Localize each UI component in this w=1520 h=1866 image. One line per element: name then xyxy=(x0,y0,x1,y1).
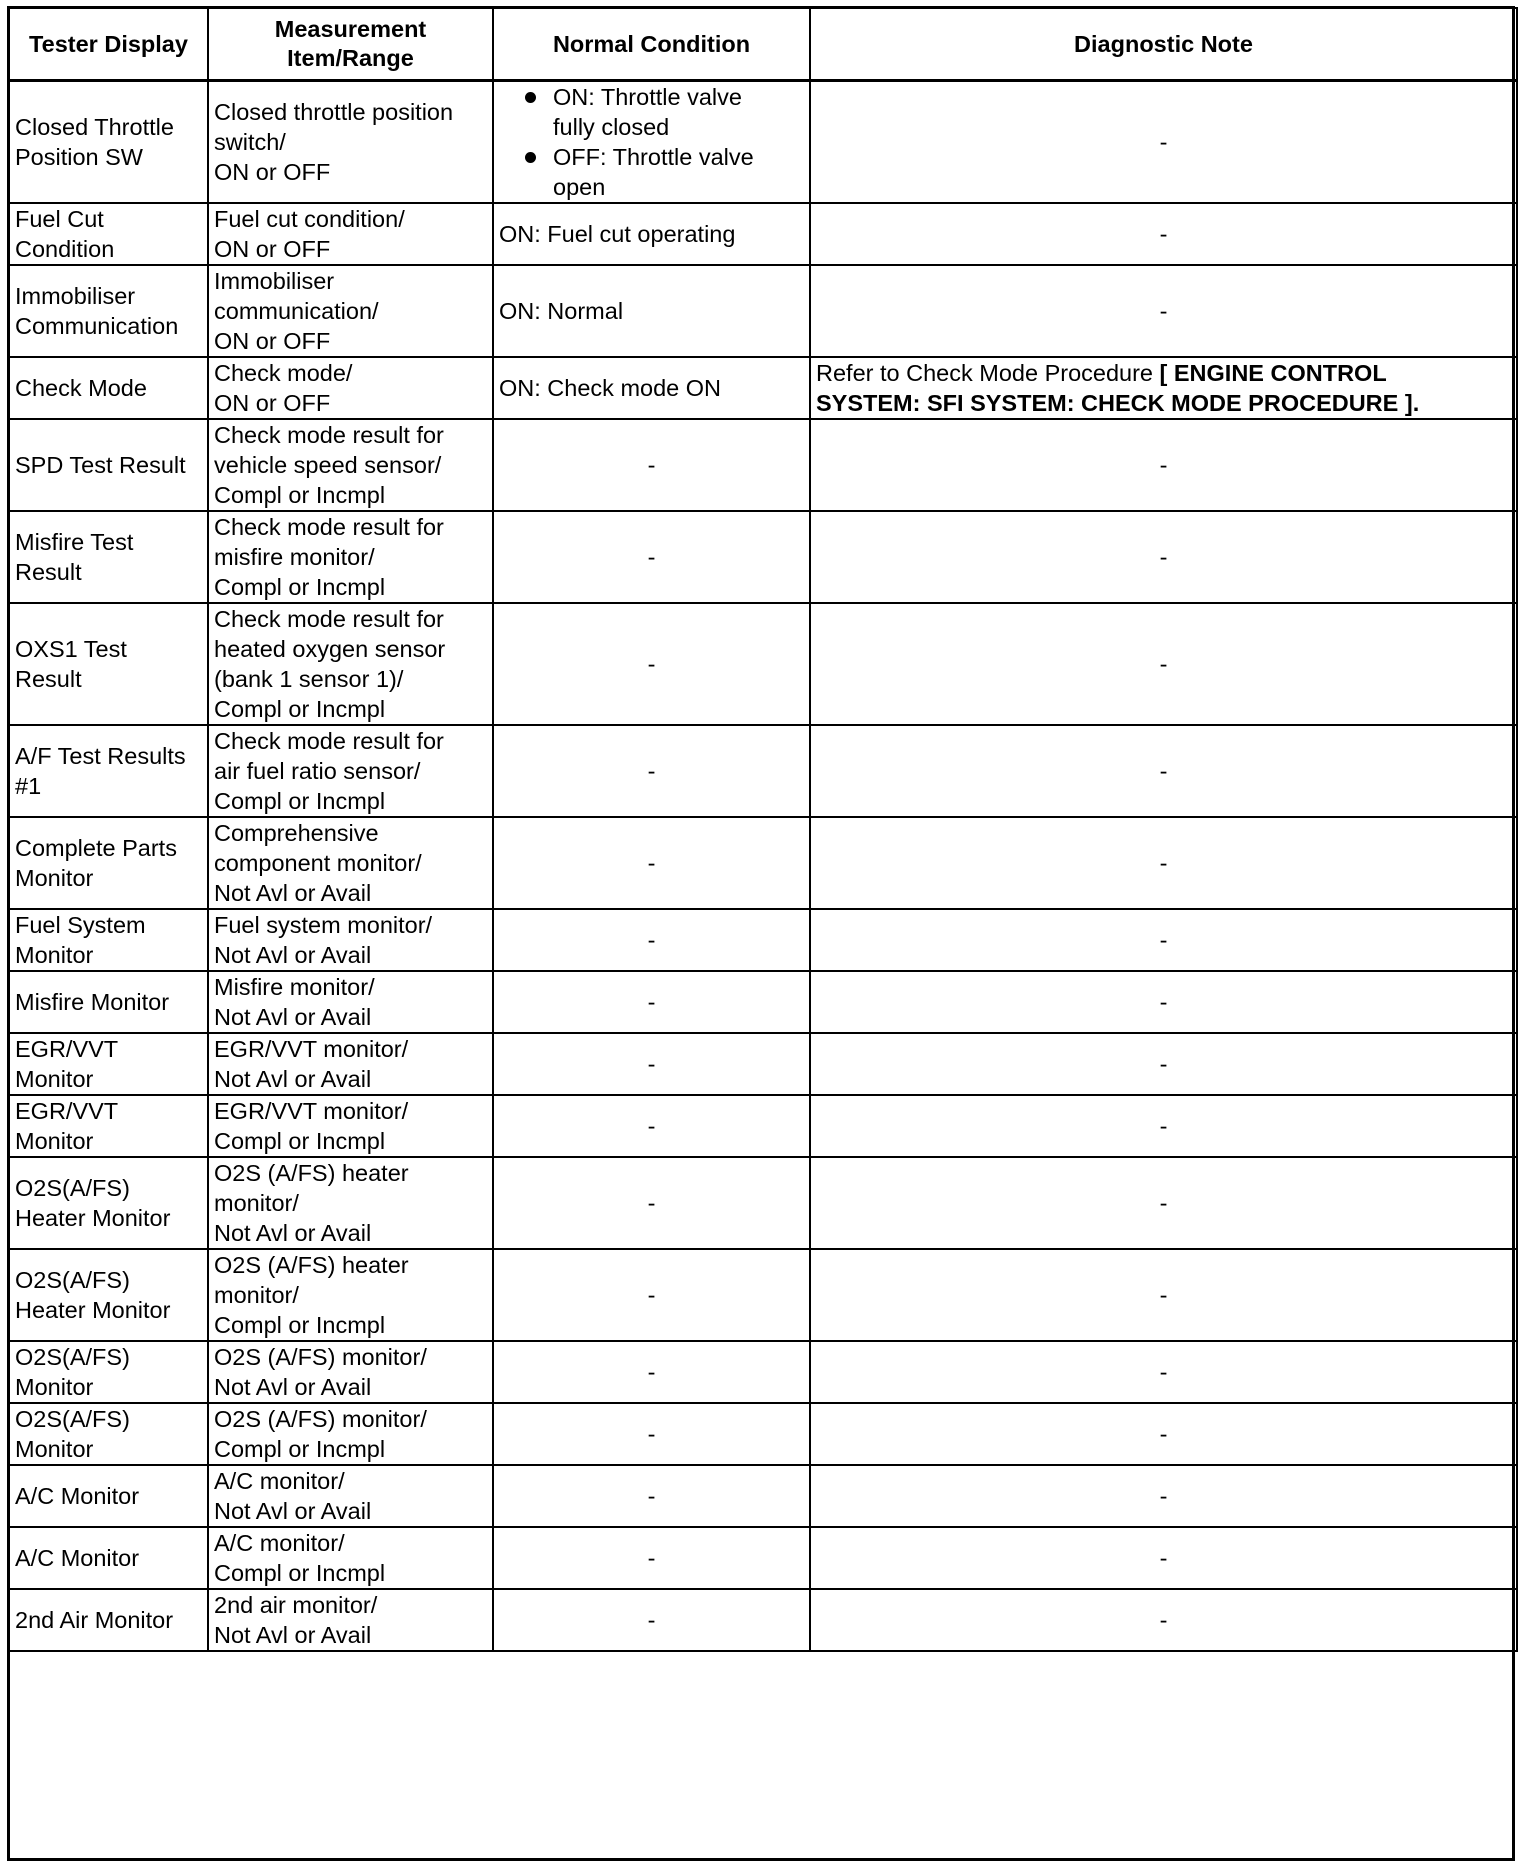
cell-measurement-item-range xyxy=(208,1527,493,1589)
cell-measurement-item-range xyxy=(208,1465,493,1527)
measurement-line: Check mode result for xyxy=(214,422,444,448)
cell-measurement-item-range xyxy=(208,725,493,817)
table-row xyxy=(9,909,1517,971)
tester-display-line: Fuel System xyxy=(15,912,146,938)
cell-diagnostic-note: - xyxy=(810,1157,1517,1249)
measurement-line: ON or OFF xyxy=(214,159,331,185)
measurement-line: Immobiliser xyxy=(214,268,335,294)
cell-tester-display xyxy=(9,81,208,204)
cell-measurement-item-range xyxy=(208,1341,493,1403)
cell-tester-display xyxy=(9,817,208,909)
tester-display-line: A/C Monitor xyxy=(15,1483,140,1509)
cell-normal-condition: - xyxy=(493,1341,810,1403)
cell-normal-condition: - xyxy=(493,1589,810,1651)
cell-measurement-item-range xyxy=(208,1095,493,1157)
tester-display-line: Monitor xyxy=(15,1128,94,1154)
measurement-line: component monitor/ xyxy=(214,850,422,876)
table-row xyxy=(9,1527,1517,1589)
table-row xyxy=(9,603,1517,725)
tester-display-line: SPD Test Result xyxy=(15,452,186,478)
measurement-line: (bank 1 sensor 1)/ xyxy=(214,666,404,692)
tester-display-line: Check Mode xyxy=(15,375,147,401)
cell-diagnostic-note: - xyxy=(810,265,1517,357)
tester-display-line: OXS1 Test xyxy=(15,636,127,662)
measurement-line: ON or OFF xyxy=(214,236,331,262)
measurement-line: ON or OFF xyxy=(214,328,331,354)
measurement-line: Not Avl or Avail xyxy=(214,1220,372,1246)
table-row xyxy=(9,265,1517,357)
measurement-line: Check mode result for xyxy=(214,606,444,632)
table-row xyxy=(9,1465,1517,1527)
header-tester-display: Tester Display xyxy=(9,8,208,81)
cell-diagnostic-note: - xyxy=(810,1527,1517,1589)
measurement-line: Compl or Incmpl xyxy=(214,1436,386,1462)
table-row xyxy=(9,1157,1517,1249)
cell-tester-display xyxy=(9,203,208,265)
table-row xyxy=(9,1589,1517,1651)
measurement-line: EGR/VVT monitor/ xyxy=(214,1098,409,1124)
table-row xyxy=(9,511,1517,603)
cell-diagnostic-note: - xyxy=(810,725,1517,817)
tester-display-line: O2S(A/FS) xyxy=(15,1406,130,1432)
cell-tester-display xyxy=(9,1589,208,1651)
table-row xyxy=(9,1095,1517,1157)
cell-measurement-item-range xyxy=(208,419,493,511)
cell-tester-display xyxy=(9,1527,208,1589)
measurement-line: A/C monitor/ xyxy=(214,1530,345,1556)
normal-condition-line: open xyxy=(553,174,606,200)
cell-diagnostic-note: - xyxy=(810,203,1517,265)
table-row xyxy=(9,419,1517,511)
normal-condition-bullet-list xyxy=(499,82,804,202)
tester-display-line: Monitor xyxy=(15,1374,94,1400)
measurement-line: air fuel ratio sensor/ xyxy=(214,758,421,784)
measurement-line: Compl or Incmpl xyxy=(214,696,386,722)
cell-tester-display xyxy=(9,1033,208,1095)
measurement-line: vehicle speed sensor/ xyxy=(214,452,442,478)
note-suffix: . xyxy=(1412,390,1420,416)
cell-measurement-item-range xyxy=(208,1033,493,1095)
cell-diagnostic-note xyxy=(810,357,1517,419)
cell-diagnostic-note: - xyxy=(810,1403,1517,1465)
measurement-line: Check mode result for xyxy=(214,514,444,540)
tester-display-line: O2S(A/FS) xyxy=(15,1267,130,1293)
cell-tester-display xyxy=(9,971,208,1033)
header-normal-condition: Normal Condition xyxy=(493,8,810,81)
cell-normal-condition: - xyxy=(493,603,810,725)
tester-display-line: Result xyxy=(15,559,82,585)
cell-tester-display xyxy=(9,511,208,603)
measurement-line: Not Avl or Avail xyxy=(214,1622,372,1648)
tester-display-line: Monitor xyxy=(15,1436,94,1462)
measurement-line: Check mode/ xyxy=(214,360,353,386)
cell-tester-display xyxy=(9,1095,208,1157)
measurement-line: Compl or Incmpl xyxy=(214,482,386,508)
tester-display-line: O2S(A/FS) xyxy=(15,1344,130,1370)
measurement-line: Compl or Incmpl xyxy=(214,1128,386,1154)
measurement-line: A/C monitor/ xyxy=(214,1468,345,1494)
tester-display-line: Complete Parts xyxy=(15,835,177,861)
cell-normal-condition: - xyxy=(493,1033,810,1095)
cell-diagnostic-note: - xyxy=(810,1249,1517,1341)
cell-normal-condition: - xyxy=(493,1095,810,1157)
cell-diagnostic-note: - xyxy=(810,1033,1517,1095)
tester-display-line: Condition xyxy=(15,236,115,262)
cell-tester-display xyxy=(9,1157,208,1249)
measurement-line: Compl or Incmpl xyxy=(214,574,386,600)
measurement-line: switch/ xyxy=(214,129,286,155)
cell-diagnostic-note: - xyxy=(810,1589,1517,1651)
cell-diagnostic-note: - xyxy=(810,419,1517,511)
cell-measurement-item-range xyxy=(208,909,493,971)
tester-display-line: A/F Test Results xyxy=(15,743,186,769)
tester-display-line: 2nd Air Monitor xyxy=(15,1607,174,1633)
measurement-line: Compl or Incmpl xyxy=(214,1312,386,1338)
measurement-line: Compl or Incmpl xyxy=(214,1560,386,1586)
measurement-line: Misfire monitor/ xyxy=(214,974,375,1000)
measurement-line: 2nd air monitor/ xyxy=(214,1592,378,1618)
measurement-line: monitor/ xyxy=(214,1190,299,1216)
measurement-line: EGR/VVT monitor/ xyxy=(214,1036,409,1062)
table-row xyxy=(9,1403,1517,1465)
cell-diagnostic-note: - xyxy=(810,603,1517,725)
table-header-row xyxy=(9,8,1517,81)
cell-measurement-item-range xyxy=(208,603,493,725)
cell-normal-condition: ON: Normal xyxy=(493,265,810,357)
table-row xyxy=(9,725,1517,817)
cell-normal-condition: - xyxy=(493,1157,810,1249)
measurement-line: O2S (A/FS) heater xyxy=(214,1160,409,1186)
cell-tester-display xyxy=(9,603,208,725)
tester-display-line: O2S(A/FS) xyxy=(15,1175,130,1201)
cell-normal-condition: - xyxy=(493,1403,810,1465)
measurement-line: Not Avl or Avail xyxy=(214,1004,372,1030)
measurement-line: Closed throttle position xyxy=(214,99,454,125)
measurement-line: O2S (A/FS) monitor/ xyxy=(214,1344,427,1370)
normal-condition-line: OFF: Throttle valve xyxy=(553,144,754,170)
normal-condition-line: ON: Throttle valve xyxy=(553,84,742,110)
tester-display-line: Monitor xyxy=(15,942,94,968)
normal-condition-bullet-item xyxy=(519,82,804,142)
cell-measurement-item-range xyxy=(208,817,493,909)
cell-diagnostic-note: - xyxy=(810,817,1517,909)
cell-diagnostic-note: - xyxy=(810,511,1517,603)
measurement-line: O2S (A/FS) heater xyxy=(214,1252,409,1278)
measurement-line: Not Avl or Avail xyxy=(214,880,372,906)
cell-normal-condition: - xyxy=(493,419,810,511)
measurement-line: ON or OFF xyxy=(214,390,331,416)
table-row xyxy=(9,203,1517,265)
table-row xyxy=(9,817,1517,909)
tester-display-line: Communication xyxy=(15,313,179,339)
measurement-line: Fuel cut condition/ xyxy=(214,206,405,232)
tester-display-line: Fuel Cut xyxy=(15,206,104,232)
measurement-line: communication/ xyxy=(214,298,379,324)
cell-tester-display xyxy=(9,357,208,419)
normal-condition-bullet-item xyxy=(519,142,804,202)
cell-tester-display xyxy=(9,265,208,357)
cell-normal-condition: - xyxy=(493,511,810,603)
tester-display-line: Position SW xyxy=(15,144,143,170)
cell-tester-display xyxy=(9,725,208,817)
cell-normal-condition: - xyxy=(493,1249,810,1341)
cell-diagnostic-note: - xyxy=(810,81,1517,204)
measurement-line: Not Avl or Avail xyxy=(214,942,372,968)
tester-display-line: Misfire Test xyxy=(15,529,134,555)
cell-normal-condition: ON: Check mode ON xyxy=(493,357,810,419)
cell-diagnostic-note: - xyxy=(810,971,1517,1033)
tester-display-line: Monitor xyxy=(15,1066,94,1092)
measurement-line: O2S (A/FS) monitor/ xyxy=(214,1406,427,1432)
cell-tester-display xyxy=(9,1403,208,1465)
tester-display-line: Heater Monitor xyxy=(15,1205,171,1231)
table-row xyxy=(9,81,1517,204)
table-row xyxy=(9,357,1517,419)
tester-display-line: Immobiliser xyxy=(15,283,136,309)
cell-tester-display xyxy=(9,419,208,511)
cell-measurement-item-range xyxy=(208,1403,493,1465)
cell-normal-condition: - xyxy=(493,909,810,971)
measurement-line: Not Avl or Avail xyxy=(214,1066,372,1092)
measurement-line: heated oxygen sensor xyxy=(214,636,446,662)
tester-display-line: Monitor xyxy=(15,865,94,891)
measurement-line: Check mode result for xyxy=(214,728,444,754)
cell-tester-display xyxy=(9,1249,208,1341)
cell-normal-condition: ON: Fuel cut operating xyxy=(493,203,810,265)
procedure-reference-link-continued[interactable]: SYSTEM: SFI SYSTEM: CHECK MODE PROCEDURE ] xyxy=(816,390,1413,416)
procedure-reference-link[interactable]: [ ENGINE CONTROL xyxy=(1159,360,1387,386)
cell-measurement-item-range xyxy=(208,81,493,204)
tester-display-line: Misfire Monitor xyxy=(15,989,170,1015)
cell-diagnostic-note: - xyxy=(810,1095,1517,1157)
table-row xyxy=(9,1033,1517,1095)
cell-measurement-item-range xyxy=(208,511,493,603)
cell-measurement-item-range xyxy=(208,357,493,419)
header-measurement-item-range xyxy=(208,8,493,81)
cell-measurement-item-range xyxy=(208,1589,493,1651)
table-body xyxy=(9,81,1517,1652)
measurement-line: Comprehensive xyxy=(214,820,379,846)
cell-normal-condition: - xyxy=(493,725,810,817)
measurement-line: Not Avl or Avail xyxy=(214,1498,372,1524)
cell-tester-display xyxy=(9,1341,208,1403)
measurement-line: misfire monitor/ xyxy=(214,544,375,570)
measurement-line: Not Avl or Avail xyxy=(214,1374,372,1400)
tester-display-line: EGR/VVT xyxy=(15,1036,119,1062)
measurement-line: Compl or Incmpl xyxy=(214,788,386,814)
measurement-line: Fuel system monitor/ xyxy=(214,912,433,938)
header-diagnostic-note: Diagnostic Note xyxy=(810,8,1517,81)
tester-display-line: EGR/VVT xyxy=(15,1098,119,1124)
cell-normal-condition: - xyxy=(493,971,810,1033)
cell-normal-condition: - xyxy=(493,817,810,909)
cell-measurement-item-range xyxy=(208,971,493,1033)
cell-normal-condition: - xyxy=(493,1465,810,1527)
tester-display-line: A/C Monitor xyxy=(15,1545,140,1571)
cell-tester-display xyxy=(9,1465,208,1527)
header-measurement-line-2: Item/Range xyxy=(287,45,414,71)
cell-measurement-item-range xyxy=(208,203,493,265)
cell-measurement-item-range xyxy=(208,265,493,357)
cell-diagnostic-note: - xyxy=(810,1341,1517,1403)
cell-normal-condition xyxy=(493,81,810,204)
tester-display-line: #1 xyxy=(15,773,42,799)
cell-tester-display xyxy=(9,909,208,971)
table-row xyxy=(9,1249,1517,1341)
tester-display-line: Closed Throttle xyxy=(15,114,174,140)
cell-diagnostic-note: - xyxy=(810,909,1517,971)
cell-normal-condition: - xyxy=(493,1527,810,1589)
cell-measurement-item-range xyxy=(208,1249,493,1341)
normal-condition-line: fully closed xyxy=(553,114,670,140)
tester-display-line: Heater Monitor xyxy=(15,1297,171,1323)
table-row xyxy=(9,1341,1517,1403)
measurement-line: monitor/ xyxy=(214,1282,299,1308)
header-measurement-line-1: Measurement xyxy=(274,16,427,42)
cell-measurement-item-range xyxy=(208,1157,493,1249)
table-row xyxy=(9,971,1517,1033)
note-text: Refer to Check Mode Procedure xyxy=(816,360,1153,386)
tester-display-line: Result xyxy=(15,666,82,692)
cell-diagnostic-note: - xyxy=(810,1465,1517,1527)
data-list-table xyxy=(8,7,1518,1652)
